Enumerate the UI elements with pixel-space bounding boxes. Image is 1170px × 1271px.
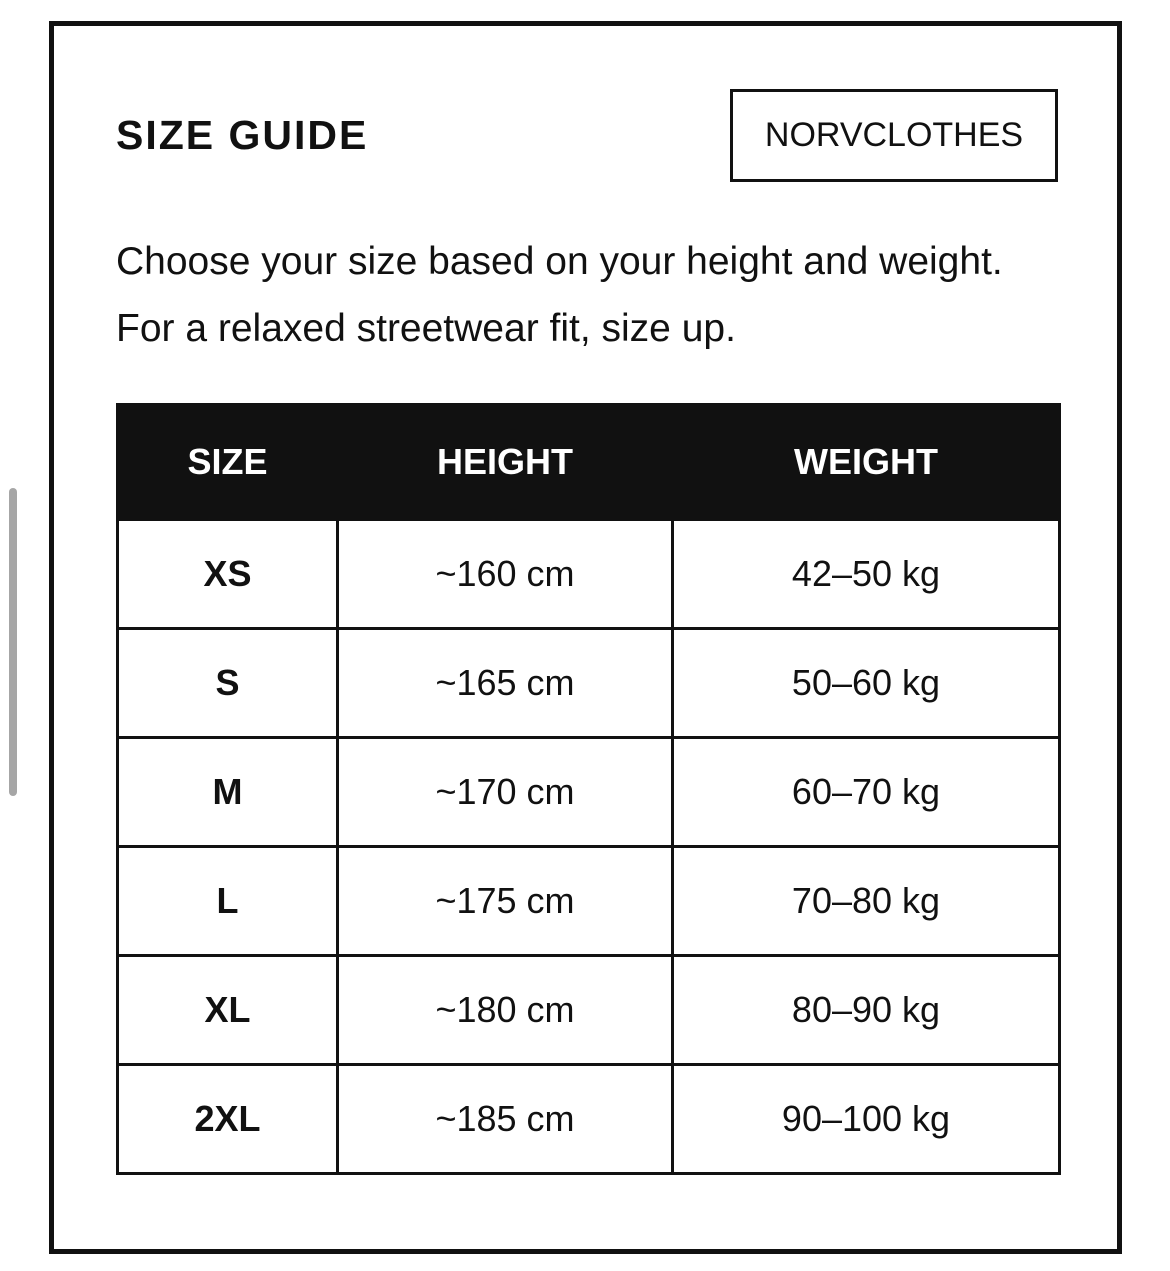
column-header-size: SIZE — [118, 405, 338, 520]
column-header-height: HEIGHT — [338, 405, 673, 520]
height-cell: ~185 cm — [338, 1065, 673, 1174]
size-guide-description: Choose your size based on your height and weight. For a relaxed streetwear fit, size up. — [116, 240, 1003, 350]
height-cell: ~180 cm — [338, 956, 673, 1065]
table-row — [118, 629, 1060, 738]
weight-cell: 50–60 kg — [673, 629, 1060, 738]
height-cell: ~165 cm — [338, 629, 673, 738]
table-row — [118, 520, 1060, 629]
size-cell: 2XL — [118, 1065, 338, 1174]
page-title: SIZE GUIDE — [116, 112, 369, 158]
brand-tag: NORVCLOTHES — [730, 89, 1058, 182]
table-row — [118, 738, 1060, 847]
table-row — [118, 956, 1060, 1065]
size-guide-card — [49, 21, 1122, 1254]
weight-cell: 80–90 kg — [673, 956, 1060, 1065]
size-cell: L — [118, 847, 338, 956]
size-cell: S — [118, 629, 338, 738]
weight-cell: 70–80 kg — [673, 847, 1060, 956]
table-header-row — [118, 405, 1060, 520]
table-row — [118, 847, 1060, 956]
vertical-scrollbar[interactable] — [9, 488, 17, 796]
size-cell: XS — [118, 520, 338, 629]
column-header-weight: WEIGHT — [673, 405, 1060, 520]
size-cell: M — [118, 738, 338, 847]
size-table — [116, 403, 1061, 1175]
weight-cell: 60–70 kg — [673, 738, 1060, 847]
height-cell: ~160 cm — [338, 520, 673, 629]
height-cell: ~170 cm — [338, 738, 673, 847]
weight-cell: 90–100 kg — [673, 1065, 1060, 1174]
table-row — [118, 1065, 1060, 1174]
weight-cell: 42–50 kg — [673, 520, 1060, 629]
size-cell: XL — [118, 956, 338, 1065]
height-cell: ~175 cm — [338, 847, 673, 956]
